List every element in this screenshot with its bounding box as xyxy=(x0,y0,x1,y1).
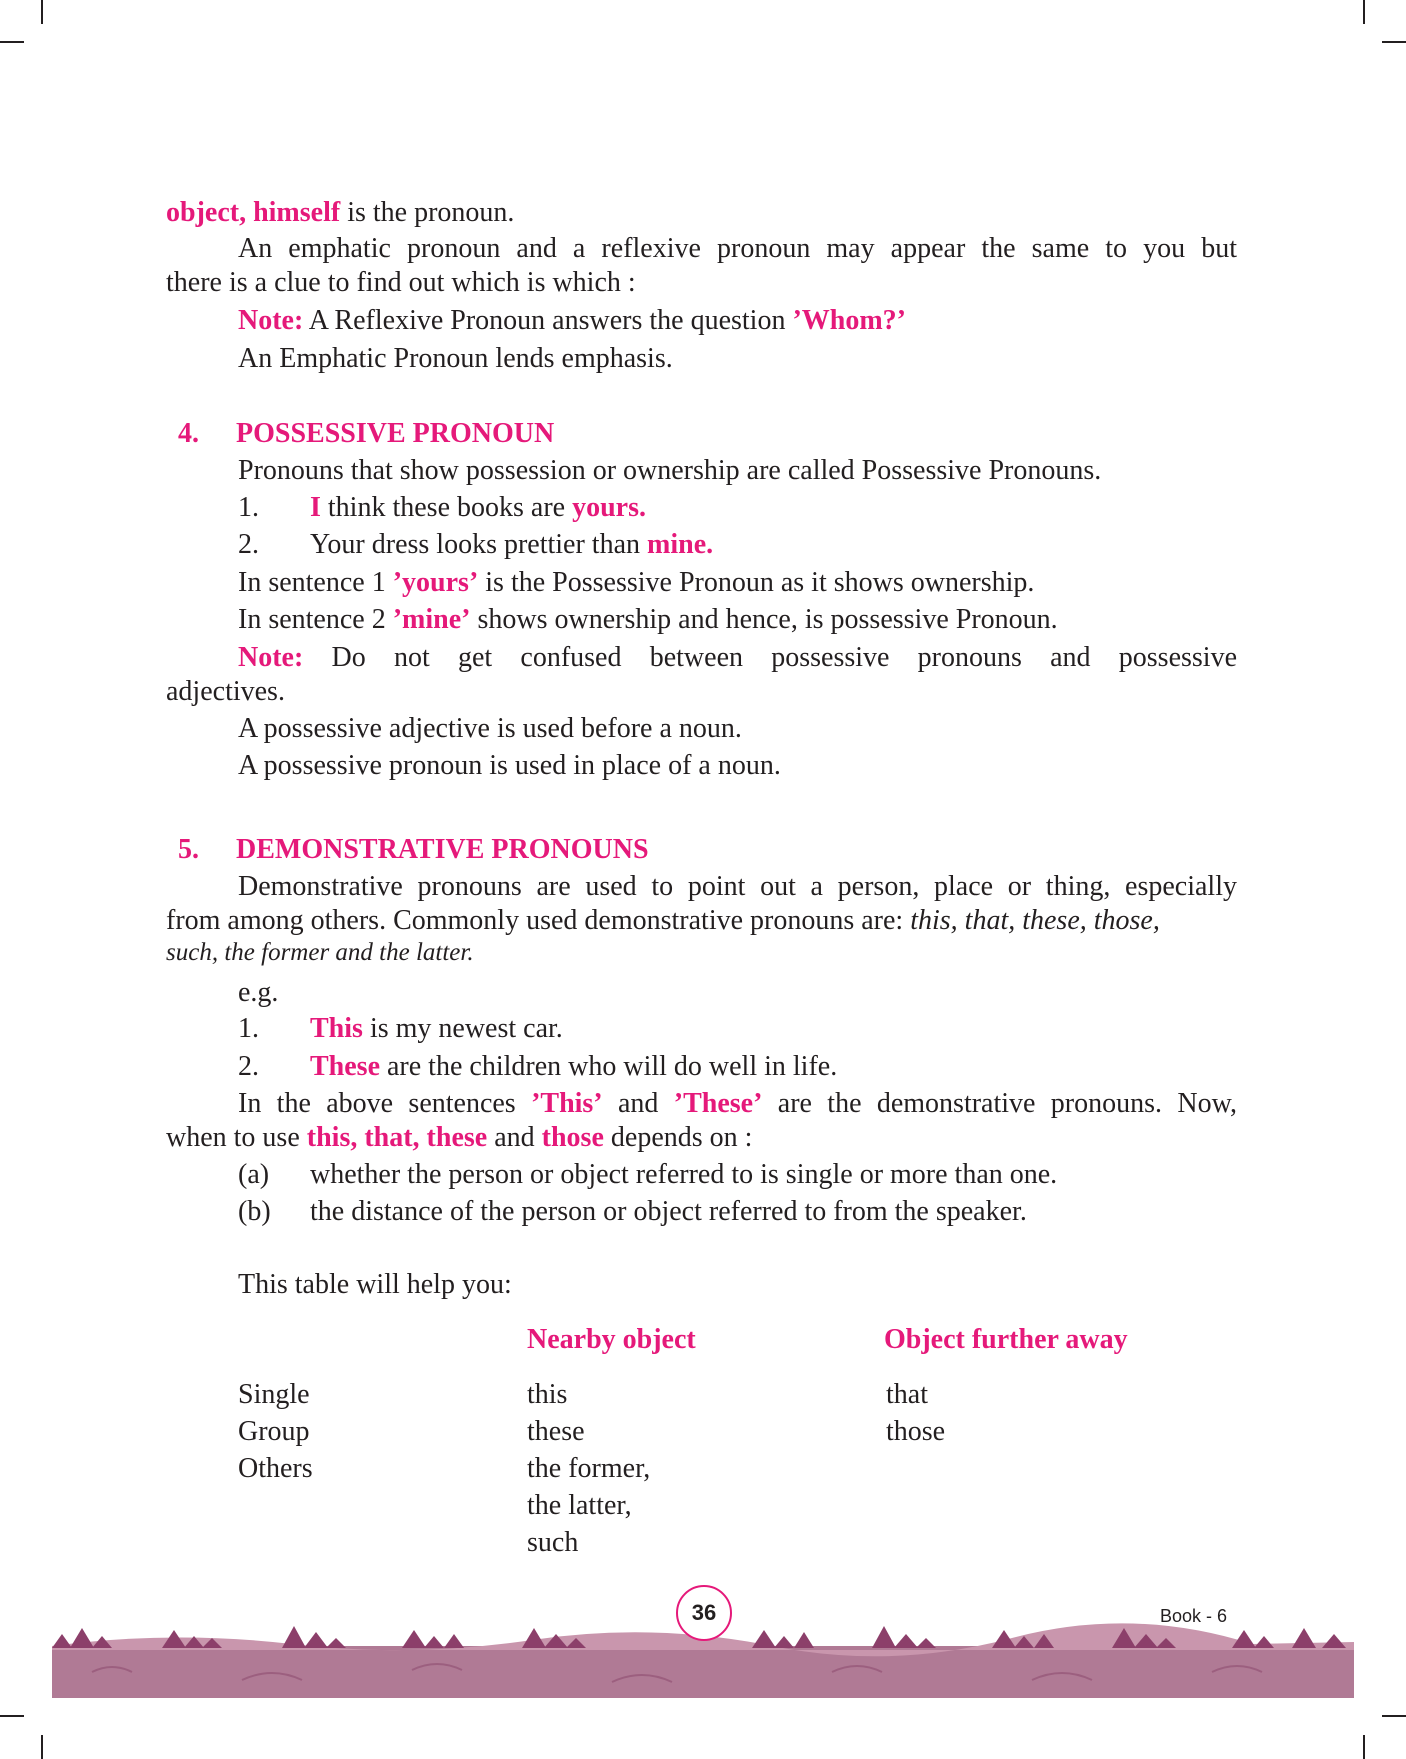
italic-text: this, that, these, those, xyxy=(910,905,1160,936)
text: think these books are xyxy=(320,492,573,523)
paragraph-line: A possessive adjective is used before a noun. xyxy=(238,713,742,744)
text: Do not get confused between possessive pronouns and possessive xyxy=(303,642,1237,673)
ground xyxy=(52,1646,1354,1698)
note-label: Note: xyxy=(238,305,304,336)
section-number: 5. xyxy=(178,834,199,865)
table-row-label: Others xyxy=(238,1453,313,1484)
table-row-label: Group xyxy=(238,1416,310,1447)
section-number: 4. xyxy=(178,418,199,449)
text: when to use xyxy=(166,1122,307,1153)
paragraph-line: A possessive pronoun is used in place of a noun. xyxy=(238,750,781,781)
text: depends on : xyxy=(603,1122,753,1153)
note-possessive xyxy=(238,641,1237,675)
text: are the children who will do well in life. xyxy=(380,1051,838,1082)
paragraph-line: there is a clue to find out which is which : xyxy=(166,267,636,298)
emphasis: object, himself xyxy=(166,197,341,228)
note-reflexive xyxy=(238,304,906,338)
paragraph-line xyxy=(238,1087,1237,1121)
table-header-near: Nearby object xyxy=(527,1324,696,1355)
text: is my newest car. xyxy=(362,1013,563,1044)
emphasis: mine. xyxy=(647,529,714,560)
list-item xyxy=(238,1195,1027,1229)
reflexive-conclusion xyxy=(166,196,514,230)
text: are the demonstrative pronouns. Now, xyxy=(762,1088,1237,1119)
emphasis: ’These’ xyxy=(673,1088,763,1119)
emphasis: These xyxy=(310,1051,380,1082)
emphasis: yours. xyxy=(572,492,646,523)
paragraph-line: Pronouns that show possession or ownership are called Possessive Pronouns. xyxy=(238,455,1102,486)
paragraph-line xyxy=(238,566,1034,600)
table-cell-near: these xyxy=(527,1416,585,1447)
table-cell-near: the former, xyxy=(527,1453,651,1484)
eg-label: e.g. xyxy=(238,977,279,1008)
paragraph-line: Demonstrative pronouns are used to point out a person, place or thing, especially xyxy=(238,871,1237,902)
text: is the pronoun. xyxy=(340,197,515,228)
table-cell-near: such xyxy=(527,1527,579,1558)
table-header-far: Object further away xyxy=(884,1324,1128,1355)
crop-mark xyxy=(0,1715,24,1717)
list-label: (b) xyxy=(238,1196,271,1227)
paragraph-line: adjectives. xyxy=(166,676,285,707)
table-cell-far: that xyxy=(886,1379,928,1410)
crop-mark xyxy=(41,0,43,24)
text: A Reflexive Pronoun answers the question xyxy=(303,305,793,336)
page-number: 36 xyxy=(676,1585,732,1641)
list-number: 1. xyxy=(238,492,259,523)
list-number: 2. xyxy=(238,529,259,560)
list-item xyxy=(238,1158,1057,1192)
text: and xyxy=(487,1122,542,1153)
paragraph-line: This table will help you: xyxy=(238,1269,512,1300)
note-label: Note: xyxy=(238,642,304,673)
text: and xyxy=(602,1088,674,1119)
list-item xyxy=(238,528,713,562)
table-cell-near: this xyxy=(527,1379,568,1410)
text: Your dress looks prettier than xyxy=(310,529,648,560)
emphasis: ’yours’ xyxy=(392,567,479,598)
emphasis: ’This’ xyxy=(531,1088,603,1119)
crop-mark xyxy=(1363,1735,1365,1759)
crop-mark xyxy=(41,1735,43,1759)
section-title: DEMONSTRATIVE PRONOUNS xyxy=(236,834,649,865)
table-row-label: Single xyxy=(238,1379,310,1410)
paragraph-line: An Emphatic Pronoun lends emphasis. xyxy=(238,343,673,374)
section-title: POSSESSIVE PRONOUN xyxy=(236,418,555,449)
table-cell-near: the latter, xyxy=(527,1490,632,1521)
paragraph-line xyxy=(166,904,1160,938)
list-item xyxy=(238,491,646,525)
list-number: 1. xyxy=(238,1013,259,1044)
list-label: (a) xyxy=(238,1159,270,1190)
text: is the Possessive Pronoun as it shows ownership. xyxy=(478,567,1035,598)
emphasis: I xyxy=(310,492,321,523)
emphasis: this, that, these xyxy=(306,1122,488,1153)
emphasis: This xyxy=(310,1013,363,1044)
text: In the above sentences xyxy=(238,1088,532,1119)
paragraph-line xyxy=(166,1121,752,1155)
crop-mark xyxy=(1382,41,1406,43)
text: In sentence 1 xyxy=(238,567,393,598)
paragraph-line: such, the former and the latter. xyxy=(166,939,474,966)
emphasis: those xyxy=(541,1122,604,1153)
list-item xyxy=(238,1012,563,1046)
crop-mark xyxy=(0,41,24,43)
text: the distance of the person or object referred to from the speaker. xyxy=(310,1196,1027,1227)
table-cell-far: those xyxy=(886,1416,946,1447)
crop-mark xyxy=(1382,1715,1406,1717)
crop-mark xyxy=(1363,0,1365,24)
emphasis: ’Whom?’ xyxy=(792,305,906,336)
list-item xyxy=(238,1050,837,1084)
text: shows ownership and hence, is possessive Pronoun. xyxy=(470,604,1058,635)
text: In sentence 2 xyxy=(238,604,393,635)
paragraph-line: An emphatic pronoun and a reflexive pronoun may appear the same to you but xyxy=(238,233,1237,264)
emphasis: ’mine’ xyxy=(392,604,471,635)
book-label: Book - 6 xyxy=(1160,1606,1228,1626)
text: from among others. Commonly used demonstrative pronouns are: xyxy=(166,905,911,936)
paragraph-line xyxy=(238,603,1058,637)
list-number: 2. xyxy=(238,1051,259,1082)
text: whether the person or object referred to is single or more than one. xyxy=(310,1159,1058,1190)
